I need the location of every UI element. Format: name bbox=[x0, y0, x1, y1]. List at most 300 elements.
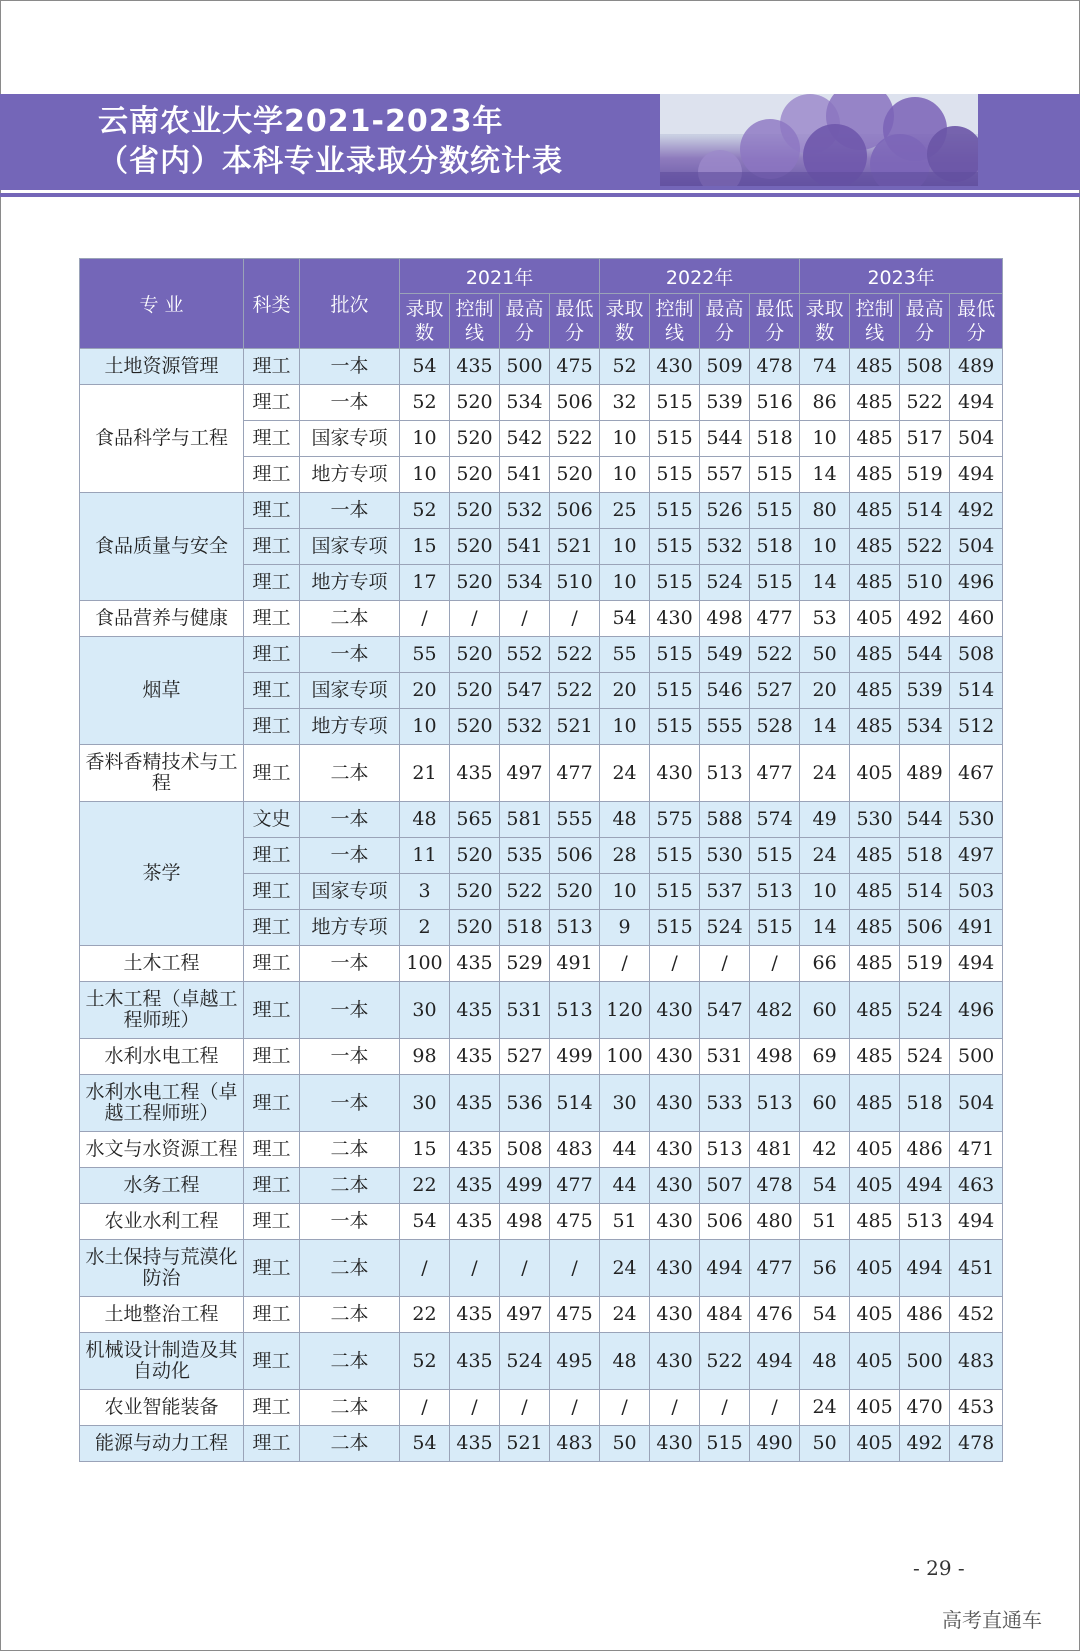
score-cell: 467 bbox=[950, 745, 1003, 802]
score-cell: 435 bbox=[450, 1132, 500, 1168]
score-cell: 430 bbox=[650, 1168, 700, 1204]
score-cell: 463 bbox=[950, 1168, 1003, 1204]
score-cell: / bbox=[600, 946, 650, 982]
table-row bbox=[80, 385, 1003, 421]
score-cell: 48 bbox=[800, 1333, 850, 1390]
score-cell: 48 bbox=[400, 802, 450, 838]
score-cell: 524 bbox=[700, 910, 750, 946]
score-cell: 575 bbox=[650, 802, 700, 838]
score-cell: 485 bbox=[850, 493, 900, 529]
score-cell: 520 bbox=[450, 457, 500, 493]
header-year-2021: 2021年 bbox=[400, 259, 600, 294]
score-cell: 506 bbox=[550, 838, 600, 874]
major-cell: 水利水电工程 bbox=[80, 1039, 244, 1075]
score-cell: 515 bbox=[750, 838, 800, 874]
score-cell: 530 bbox=[950, 802, 1003, 838]
score-cell: 504 bbox=[950, 1075, 1003, 1132]
score-cell: 515 bbox=[650, 709, 700, 745]
score-cell: 513 bbox=[550, 910, 600, 946]
score-cell: 430 bbox=[650, 349, 700, 385]
batch-cell: 二本 bbox=[300, 1168, 400, 1204]
sub-header: 最高分 bbox=[900, 294, 950, 349]
category-cell: 理工 bbox=[244, 874, 300, 910]
score-cell: 55 bbox=[400, 637, 450, 673]
sub-header: 控制线 bbox=[450, 294, 500, 349]
score-cell: 477 bbox=[750, 601, 800, 637]
score-cell: / bbox=[650, 946, 700, 982]
score-cell: 430 bbox=[650, 1297, 700, 1333]
score-cell: 54 bbox=[400, 1204, 450, 1240]
score-cell: 405 bbox=[850, 745, 900, 802]
table-row bbox=[80, 637, 1003, 673]
score-cell: 485 bbox=[850, 709, 900, 745]
score-cell: 536 bbox=[500, 1075, 550, 1132]
score-cell: 520 bbox=[550, 457, 600, 493]
score-cell: 52 bbox=[400, 1333, 450, 1390]
sub-header: 录取数 bbox=[800, 294, 850, 349]
score-cell: 552 bbox=[500, 637, 550, 673]
score-cell: 52 bbox=[400, 493, 450, 529]
batch-cell: 地方专项 bbox=[300, 910, 400, 946]
score-cell: 120 bbox=[600, 982, 650, 1039]
score-cell: 494 bbox=[750, 1333, 800, 1390]
score-cell: 489 bbox=[950, 349, 1003, 385]
score-cell: 30 bbox=[400, 1075, 450, 1132]
score-cell: 10 bbox=[600, 421, 650, 457]
header-major: 专 业 bbox=[80, 259, 244, 349]
score-cell: 485 bbox=[850, 349, 900, 385]
score-cell: 541 bbox=[500, 529, 550, 565]
table-row bbox=[80, 802, 1003, 838]
title-banner bbox=[0, 94, 1080, 186]
score-cell: 515 bbox=[650, 874, 700, 910]
score-cell: 30 bbox=[400, 982, 450, 1039]
score-cell: 496 bbox=[950, 565, 1003, 601]
score-cell: 10 bbox=[800, 421, 850, 457]
category-cell: 理工 bbox=[244, 745, 300, 802]
category-cell: 理工 bbox=[244, 673, 300, 709]
score-cell: 504 bbox=[950, 421, 1003, 457]
score-cell: 526 bbox=[700, 493, 750, 529]
score-cell: 513 bbox=[550, 982, 600, 1039]
score-cell: 522 bbox=[550, 673, 600, 709]
major-cell: 水务工程 bbox=[80, 1168, 244, 1204]
score-cell: 492 bbox=[900, 1426, 950, 1462]
major-cell: 香料香精技术与工程 bbox=[80, 745, 244, 802]
score-cell: 430 bbox=[650, 1333, 700, 1390]
score-cell: 21 bbox=[400, 745, 450, 802]
score-cell: 539 bbox=[900, 673, 950, 709]
score-cell: 544 bbox=[900, 802, 950, 838]
category-cell: 理工 bbox=[244, 385, 300, 421]
category-cell: 理工 bbox=[244, 349, 300, 385]
score-cell: 405 bbox=[850, 1426, 900, 1462]
score-cell: 555 bbox=[550, 802, 600, 838]
batch-cell: 一本 bbox=[300, 349, 400, 385]
score-cell: 555 bbox=[700, 709, 750, 745]
score-cell: 515 bbox=[650, 529, 700, 565]
score-cell: 478 bbox=[950, 1426, 1003, 1462]
table-row bbox=[80, 349, 1003, 385]
score-cell: 80 bbox=[800, 493, 850, 529]
score-cell: / bbox=[500, 601, 550, 637]
category-cell: 理工 bbox=[244, 946, 300, 982]
score-cell: 537 bbox=[700, 874, 750, 910]
score-cell: 51 bbox=[600, 1204, 650, 1240]
score-cell: 451 bbox=[950, 1240, 1003, 1297]
score-cell: 10 bbox=[400, 457, 450, 493]
major-cell: 土地资源管理 bbox=[80, 349, 244, 385]
score-cell: 470 bbox=[900, 1390, 950, 1426]
score-cell: 520 bbox=[550, 874, 600, 910]
score-cell: 491 bbox=[950, 910, 1003, 946]
category-cell: 理工 bbox=[244, 1075, 300, 1132]
score-cell: 486 bbox=[900, 1132, 950, 1168]
score-cell: 498 bbox=[750, 1039, 800, 1075]
page-number: - 29 - bbox=[913, 1556, 965, 1580]
score-cell: 506 bbox=[900, 910, 950, 946]
score-cell: 405 bbox=[850, 1240, 900, 1297]
category-cell: 文史 bbox=[244, 802, 300, 838]
score-cell: 520 bbox=[450, 421, 500, 457]
score-cell: 515 bbox=[650, 673, 700, 709]
score-cell: 510 bbox=[550, 565, 600, 601]
score-cell: 42 bbox=[800, 1132, 850, 1168]
score-cell: 485 bbox=[850, 910, 900, 946]
score-cell: 54 bbox=[800, 1297, 850, 1333]
score-cell: 2 bbox=[400, 910, 450, 946]
score-cell: 515 bbox=[650, 493, 700, 529]
score-cell: 489 bbox=[900, 745, 950, 802]
score-cell: 520 bbox=[450, 385, 500, 421]
batch-cell: 二本 bbox=[300, 1132, 400, 1168]
score-cell: 506 bbox=[550, 493, 600, 529]
score-cell: 405 bbox=[850, 1132, 900, 1168]
score-cell: 435 bbox=[450, 1075, 500, 1132]
score-cell: 508 bbox=[950, 637, 1003, 673]
score-cell: 504 bbox=[950, 529, 1003, 565]
score-cell: 514 bbox=[900, 874, 950, 910]
table-row bbox=[80, 1132, 1003, 1168]
score-cell: 544 bbox=[900, 637, 950, 673]
table-row bbox=[80, 1240, 1003, 1297]
banner-stripe bbox=[0, 186, 1080, 190]
batch-cell: 一本 bbox=[300, 1075, 400, 1132]
header-batch: 批次 bbox=[300, 259, 400, 349]
batch-cell: 国家专项 bbox=[300, 421, 400, 457]
score-cell: 547 bbox=[500, 673, 550, 709]
category-cell: 理工 bbox=[244, 1426, 300, 1462]
score-cell: 510 bbox=[900, 565, 950, 601]
score-cell: 60 bbox=[800, 982, 850, 1039]
score-cell: 494 bbox=[900, 1168, 950, 1204]
category-cell: 理工 bbox=[244, 529, 300, 565]
score-cell: 10 bbox=[600, 565, 650, 601]
score-cell: 24 bbox=[600, 745, 650, 802]
score-cell: 507 bbox=[700, 1168, 750, 1204]
score-cell: 44 bbox=[600, 1168, 650, 1204]
score-cell: 513 bbox=[750, 874, 800, 910]
table-row bbox=[80, 946, 1003, 982]
batch-cell: 一本 bbox=[300, 1204, 400, 1240]
sub-header: 最高分 bbox=[700, 294, 750, 349]
score-cell: 519 bbox=[900, 457, 950, 493]
score-cell: 20 bbox=[400, 673, 450, 709]
banner-stripe bbox=[0, 193, 1080, 197]
score-cell: 522 bbox=[900, 529, 950, 565]
title-line-1: 云南农业大学2021-2023年 bbox=[98, 104, 504, 139]
table-row bbox=[80, 982, 1003, 1039]
score-cell: 60 bbox=[800, 1075, 850, 1132]
batch-cell: 二本 bbox=[300, 745, 400, 802]
score-cell: 485 bbox=[850, 673, 900, 709]
score-cell: 48 bbox=[600, 802, 650, 838]
score-cell: 532 bbox=[500, 493, 550, 529]
category-cell: 理工 bbox=[244, 1297, 300, 1333]
score-cell: 534 bbox=[500, 385, 550, 421]
score-cell: 435 bbox=[450, 745, 500, 802]
score-cell: 478 bbox=[750, 349, 800, 385]
category-cell: 理工 bbox=[244, 1132, 300, 1168]
score-cell: 515 bbox=[650, 421, 700, 457]
score-cell: 54 bbox=[800, 1168, 850, 1204]
sub-header: 录取数 bbox=[600, 294, 650, 349]
score-cell: 460 bbox=[950, 601, 1003, 637]
major-cell: 食品质量与安全 bbox=[80, 493, 244, 601]
batch-cell: 二本 bbox=[300, 601, 400, 637]
score-cell: / bbox=[500, 1390, 550, 1426]
score-cell: / bbox=[450, 601, 500, 637]
score-cell: 435 bbox=[450, 1333, 500, 1390]
score-cell: 508 bbox=[500, 1132, 550, 1168]
score-cell: 10 bbox=[400, 421, 450, 457]
category-cell: 理工 bbox=[244, 421, 300, 457]
score-cell: 24 bbox=[800, 838, 850, 874]
score-cell: 509 bbox=[700, 349, 750, 385]
major-cell: 土地整治工程 bbox=[80, 1297, 244, 1333]
batch-cell: 一本 bbox=[300, 982, 400, 1039]
score-cell: 50 bbox=[800, 1426, 850, 1462]
score-cell: / bbox=[400, 601, 450, 637]
score-cell: 517 bbox=[900, 421, 950, 457]
score-cell: 485 bbox=[850, 529, 900, 565]
score-cell: 52 bbox=[400, 385, 450, 421]
score-cell: 10 bbox=[800, 529, 850, 565]
category-cell: 理工 bbox=[244, 457, 300, 493]
admission-score-table bbox=[79, 258, 1003, 1462]
score-cell: 514 bbox=[900, 493, 950, 529]
score-cell: / bbox=[550, 1390, 600, 1426]
score-cell: 513 bbox=[750, 1075, 800, 1132]
score-cell: 14 bbox=[800, 709, 850, 745]
category-cell: 理工 bbox=[244, 493, 300, 529]
score-cell: 453 bbox=[950, 1390, 1003, 1426]
score-cell: 499 bbox=[500, 1168, 550, 1204]
score-cell: 10 bbox=[600, 529, 650, 565]
batch-cell: 一本 bbox=[300, 493, 400, 529]
score-cell: 10 bbox=[800, 874, 850, 910]
score-cell: 405 bbox=[850, 601, 900, 637]
score-cell: 478 bbox=[750, 1168, 800, 1204]
score-cell: 518 bbox=[750, 421, 800, 457]
score-cell: 482 bbox=[750, 982, 800, 1039]
sub-header: 控制线 bbox=[650, 294, 700, 349]
score-cell: / bbox=[500, 1240, 550, 1297]
score-cell: 520 bbox=[450, 493, 500, 529]
batch-cell: 一本 bbox=[300, 1039, 400, 1075]
major-cell: 能源与动力工程 bbox=[80, 1426, 244, 1462]
table-row bbox=[80, 1333, 1003, 1390]
score-cell: 520 bbox=[450, 529, 500, 565]
score-cell: 485 bbox=[850, 838, 900, 874]
score-cell: 430 bbox=[650, 745, 700, 802]
batch-cell: 二本 bbox=[300, 1297, 400, 1333]
score-cell: 14 bbox=[800, 910, 850, 946]
score-cell: 485 bbox=[850, 637, 900, 673]
score-cell: 522 bbox=[550, 637, 600, 673]
category-cell: 理工 bbox=[244, 1039, 300, 1075]
score-cell: 515 bbox=[750, 493, 800, 529]
score-cell: 499 bbox=[550, 1039, 600, 1075]
major-cell: 食品营养与健康 bbox=[80, 601, 244, 637]
table-row bbox=[80, 1390, 1003, 1426]
score-cell: 9 bbox=[600, 910, 650, 946]
score-cell: / bbox=[700, 946, 750, 982]
score-cell: 492 bbox=[950, 493, 1003, 529]
score-cell: 531 bbox=[500, 982, 550, 1039]
category-cell: 理工 bbox=[244, 1390, 300, 1426]
score-cell: 557 bbox=[700, 457, 750, 493]
score-cell: 24 bbox=[800, 1390, 850, 1426]
score-cell: 513 bbox=[700, 745, 750, 802]
score-cell: 581 bbox=[500, 802, 550, 838]
score-cell: 435 bbox=[450, 982, 500, 1039]
category-cell: 理工 bbox=[244, 637, 300, 673]
score-cell: 86 bbox=[800, 385, 850, 421]
score-cell: 514 bbox=[550, 1075, 600, 1132]
score-cell: 515 bbox=[750, 457, 800, 493]
score-cell: 497 bbox=[500, 1297, 550, 1333]
table-row bbox=[80, 493, 1003, 529]
score-cell: 477 bbox=[750, 1240, 800, 1297]
score-cell: 530 bbox=[700, 838, 750, 874]
score-cell: 500 bbox=[500, 349, 550, 385]
batch-cell: 二本 bbox=[300, 1426, 400, 1462]
category-cell: 理工 bbox=[244, 565, 300, 601]
score-cell: / bbox=[650, 1390, 700, 1426]
score-cell: 494 bbox=[950, 385, 1003, 421]
score-cell: 521 bbox=[500, 1426, 550, 1462]
score-cell: 477 bbox=[750, 745, 800, 802]
score-cell: 546 bbox=[700, 673, 750, 709]
score-cell: 500 bbox=[950, 1039, 1003, 1075]
score-cell: 522 bbox=[750, 637, 800, 673]
score-cell: 14 bbox=[800, 565, 850, 601]
major-cell: 农业水利工程 bbox=[80, 1204, 244, 1240]
batch-cell: 一本 bbox=[300, 946, 400, 982]
score-cell: 485 bbox=[850, 946, 900, 982]
major-cell: 水利水电工程（卓越工程师班） bbox=[80, 1075, 244, 1132]
score-cell: 56 bbox=[800, 1240, 850, 1297]
score-cell: 98 bbox=[400, 1039, 450, 1075]
score-cell: 44 bbox=[600, 1132, 650, 1168]
major-cell: 茶学 bbox=[80, 802, 244, 946]
score-cell: 515 bbox=[650, 385, 700, 421]
score-cell: 518 bbox=[750, 529, 800, 565]
score-cell: 520 bbox=[450, 838, 500, 874]
score-cell: 531 bbox=[700, 1039, 750, 1075]
score-cell: 405 bbox=[850, 1333, 900, 1390]
score-cell: 522 bbox=[550, 421, 600, 457]
score-cell: 50 bbox=[800, 637, 850, 673]
score-cell: 496 bbox=[950, 982, 1003, 1039]
score-cell: 518 bbox=[900, 838, 950, 874]
score-cell: 481 bbox=[750, 1132, 800, 1168]
score-cell: 498 bbox=[500, 1204, 550, 1240]
table-row bbox=[80, 1297, 1003, 1333]
score-cell: 534 bbox=[900, 709, 950, 745]
score-cell: 100 bbox=[400, 946, 450, 982]
category-cell: 理工 bbox=[244, 709, 300, 745]
score-cell: 435 bbox=[450, 1039, 500, 1075]
score-cell: 483 bbox=[550, 1132, 600, 1168]
score-cell: 494 bbox=[950, 1204, 1003, 1240]
score-cell: 66 bbox=[800, 946, 850, 982]
score-cell: 10 bbox=[600, 709, 650, 745]
score-cell: 520 bbox=[450, 910, 500, 946]
score-cell: 452 bbox=[950, 1297, 1003, 1333]
score-cell: 532 bbox=[500, 709, 550, 745]
sub-header: 最高分 bbox=[500, 294, 550, 349]
score-cell: 529 bbox=[500, 946, 550, 982]
score-cell: 513 bbox=[900, 1204, 950, 1240]
score-cell: 53 bbox=[800, 601, 850, 637]
score-cell: 485 bbox=[850, 982, 900, 1039]
score-cell: 405 bbox=[850, 1168, 900, 1204]
batch-cell: 二本 bbox=[300, 1333, 400, 1390]
score-cell: / bbox=[750, 1390, 800, 1426]
score-cell: / bbox=[450, 1240, 500, 1297]
score-cell: 494 bbox=[950, 946, 1003, 982]
watermark-text: 高考直通车 bbox=[942, 1608, 1042, 1632]
score-cell: 522 bbox=[900, 385, 950, 421]
major-cell: 农业智能装备 bbox=[80, 1390, 244, 1426]
score-cell: 565 bbox=[450, 802, 500, 838]
score-cell: 549 bbox=[700, 637, 750, 673]
table-row bbox=[80, 1168, 1003, 1204]
score-cell: 515 bbox=[650, 838, 700, 874]
score-cell: 52 bbox=[600, 349, 650, 385]
category-cell: 理工 bbox=[244, 982, 300, 1039]
score-cell: 475 bbox=[550, 1204, 600, 1240]
score-cell: 475 bbox=[550, 349, 600, 385]
score-cell: / bbox=[550, 1240, 600, 1297]
score-cell: / bbox=[400, 1390, 450, 1426]
score-cell: 515 bbox=[700, 1426, 750, 1462]
score-cell: 506 bbox=[700, 1204, 750, 1240]
score-cell: 49 bbox=[800, 802, 850, 838]
major-cell: 土木工程（卓越工程师班） bbox=[80, 982, 244, 1039]
table-row bbox=[80, 1075, 1003, 1132]
table-row bbox=[80, 1204, 1003, 1240]
score-cell: 28 bbox=[600, 838, 650, 874]
score-cell: 541 bbox=[500, 457, 550, 493]
score-cell: 3 bbox=[400, 874, 450, 910]
score-cell: 485 bbox=[850, 1075, 900, 1132]
score-cell: 54 bbox=[400, 349, 450, 385]
score-cell: 520 bbox=[450, 709, 500, 745]
score-cell: 500 bbox=[900, 1333, 950, 1390]
